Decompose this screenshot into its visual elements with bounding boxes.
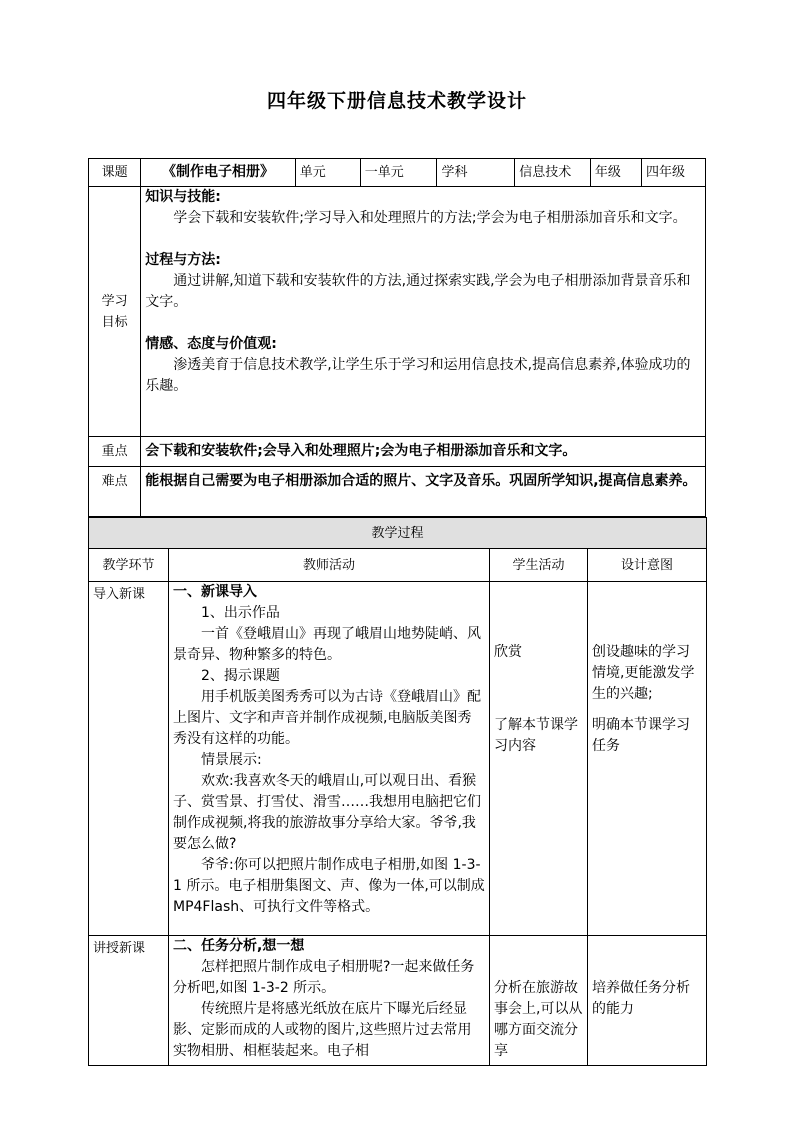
stage-intro: 导入新课 — [89, 582, 169, 936]
objectives-content — [141, 187, 706, 437]
unit-value: 一单元 — [360, 159, 437, 187]
objectives-label — [89, 187, 141, 437]
topic-value: 《制作电子相册》 — [141, 159, 296, 187]
unit-label: 单元 — [295, 159, 360, 187]
intent-intro-1: 创设趣味的学习情境,更能激发学生的兴趣; — [592, 644, 695, 702]
intro-text-5: 情景展示: — [201, 752, 262, 768]
process-heading: 过程与方法: — [145, 252, 221, 268]
intro-heading: 一、新课导入 — [173, 584, 257, 600]
teacher-activity-intro — [169, 582, 490, 936]
process-band-title: 教学过程 — [89, 518, 707, 549]
student-new-1: 分析在旅游故事会上,可以从哪方面交流分享 — [494, 980, 583, 1059]
objectives-label-line2: 目标 — [101, 314, 128, 330]
intro-text-1: 1、出示作品 — [201, 605, 280, 621]
difficulty-label: 难点 — [89, 467, 141, 517]
teacher-activity-new — [169, 936, 490, 1066]
objectives-label-line1: 学习 — [101, 293, 128, 309]
header-student: 学生活动 — [490, 549, 588, 582]
intent-intro-2: 明确本节课学习任务 — [592, 717, 690, 754]
intro-text-4: 用手机版美图秀秀可以为古诗《登峨眉山》配上图片、文字和声音并制作成视频,电脑版美图秀秀没有这样的功能。 — [173, 689, 481, 747]
intro-text-2: 一首《登峨眉山》再现了峨眉山地势陡峭、风景奇异、物种繁多的特色。 — [173, 626, 481, 663]
grade-value: 四年级 — [642, 159, 706, 187]
header-stage: 教学环节 — [89, 549, 169, 582]
teaching-process-table — [88, 517, 707, 1066]
student-activity-intro — [490, 582, 588, 936]
difficulty-text: 能根据自己需要为电子相册添加合适的照片、文字及音乐。巩固所学知识,提高信息素养。 — [141, 467, 706, 517]
stage-new-lesson: 讲授新课 — [89, 936, 169, 1066]
header-teacher: 教师活动 — [169, 549, 490, 582]
topic-label: 课题 — [89, 159, 141, 187]
intent-new-1: 培养做任务分析的能力 — [592, 980, 690, 1017]
key-point-label: 重点 — [89, 437, 141, 467]
emotion-text: 渗透美育于信息技术教学,让学生乐于学习和运用信息技术,提高信息素养,体验成功的乐趣。 — [145, 357, 691, 394]
new-text-2: 传统照片是将感光纸放在底片下曝光后经显影、定影而成的人或物的图片,这些照片过去常用实物相册、相框装起来。电子相 — [173, 1001, 472, 1059]
emotion-heading: 情感、态度与价值观: — [145, 336, 277, 352]
intro-text-3: 2、揭示课题 — [201, 668, 280, 684]
student-activity-new — [490, 936, 588, 1066]
intro-text-6: 欢欢:我喜欢冬天的峨眉山,可以观日出、看猴子、赏雪景、打雪仗、滑雪……我想用电脑把它们制作成视频,将我的旅游故事分享给大家。爷爷,我要怎么做? — [173, 773, 481, 852]
header-intent: 设计意图 — [588, 549, 707, 582]
intent-intro — [588, 582, 707, 936]
process-text: 通过讲解,知道下载和安装软件的方法,通过探索实践,学会为电子相册添加背景音乐和文字。 — [145, 273, 691, 310]
student-intro-2: 了解本节课学习内容 — [494, 717, 578, 754]
intent-new — [588, 936, 707, 1066]
lesson-info-table — [88, 158, 706, 517]
knowledge-heading: 知识与技能: — [145, 189, 221, 205]
new-heading: 二、任务分析,想一想 — [173, 938, 305, 954]
intro-text-7: 爷爷:你可以把照片制作成电子相册,如图 1-3-1 所示。电子相册集图文、声、像为一体,可以制成MP4Flash、可执行文件等格式。 — [173, 857, 485, 915]
student-intro-1: 欣赏 — [494, 644, 522, 660]
document-title: 四年级下册信息技术教学设计 — [266, 90, 527, 112]
subject-label: 学科 — [437, 159, 515, 187]
grade-label: 年级 — [590, 159, 641, 187]
new-text-1: 怎样把照片制作成电子相册呢?一起来做任务分析吧,如图 1-3-2 所示。 — [173, 959, 475, 996]
knowledge-text: 学会下载和安装软件;学习导入和处理照片的方法;学会为电子相册添加音乐和文字。 — [173, 210, 687, 226]
subject-value: 信息技术 — [515, 159, 591, 187]
key-point-text: 会下载和安装软件;会导入和处理照片;会为电子相册添加音乐和文字。 — [141, 437, 706, 467]
